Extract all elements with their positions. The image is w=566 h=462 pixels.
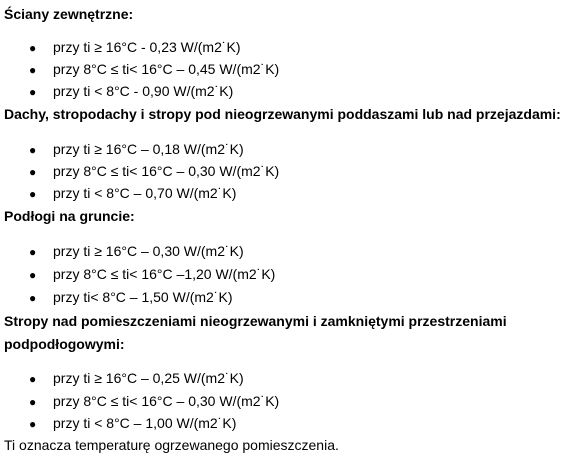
section-heading: Podłogi na gruncie: [4,208,135,224]
list-item-text: przy 8°C ≤ ti< 16°C –1,20 W/(m2˙K) [53,266,276,282]
list-item [29,163,279,181]
list-item-text: przy ti < 8°C – 1,00 W/(m2˙K) [53,415,237,431]
list-item [29,370,244,388]
list-item [29,185,236,203]
list-item-text: przy ti ≥ 16°C – 0,30 W/(m2˙K) [53,243,244,259]
bullet-icon: ● [29,245,37,259]
list-item-text: przy 8°C ≤ ti< 16°C – 0,30 W/(m2˙K) [53,163,280,179]
list-item-text: przy ti ≥ 16°C – 0,25 W/(m2˙K) [53,370,244,386]
list-item [29,266,275,284]
bullet-icon: ● [29,63,37,77]
list-item [29,243,244,261]
list-item [29,141,244,159]
footer-note: Ti oznacza temperaturę ogrzewanego pomieszczenia. [4,437,339,453]
list-item [29,393,279,411]
bullet-icon: ● [29,143,37,157]
bullet-icon: ● [29,268,37,282]
section-heading: Ściany zewnętrzne: [4,6,134,22]
bullet-icon: ● [29,395,37,409]
section-heading-continued: podpodłogowymi: [4,336,125,352]
bullet-icon: ● [29,417,37,431]
bullet-icon: ● [29,372,37,386]
bullet-icon: ● [29,165,37,179]
bullet-icon: ● [29,291,37,305]
bullet-icon: ● [29,187,37,201]
list-item-text: przy ti< 8°C – 1,50 W/(m2˙K) [53,289,233,305]
bullet-icon: ● [29,41,37,55]
list-item-text: przy ti < 8°C – 0,70 W/(m2˙K) [53,185,237,201]
list-item-text: przy ti ≥ 16°C – 0,18 W/(m2˙K) [53,141,244,157]
list-item-text: przy ti ≥ 16°C - 0,23 W/(m2˙K) [53,39,241,55]
list-item [29,61,279,79]
list-item [29,415,236,433]
list-item-text: przy 8°C ≤ ti< 16°C – 0,30 W/(m2˙K) [53,393,280,409]
list-item [29,83,233,101]
list-item [29,289,232,307]
list-item-text: przy ti < 8°C - 0,90 W/(m2˙K) [53,83,234,99]
bullet-icon: ● [29,85,37,99]
section-heading: Dachy, stropodachy i stropy pod nieogrzewanymi poddaszami lub nad przejazdami: [4,106,561,122]
list-item [29,39,241,57]
section-heading: Stropy nad pomieszczeniami nieogrzewanymi i zamkniętymi przestrzeniami [4,313,507,329]
list-item-text: przy 8°C ≤ ti< 16°C – 0,45 W/(m2˙K) [53,61,280,77]
